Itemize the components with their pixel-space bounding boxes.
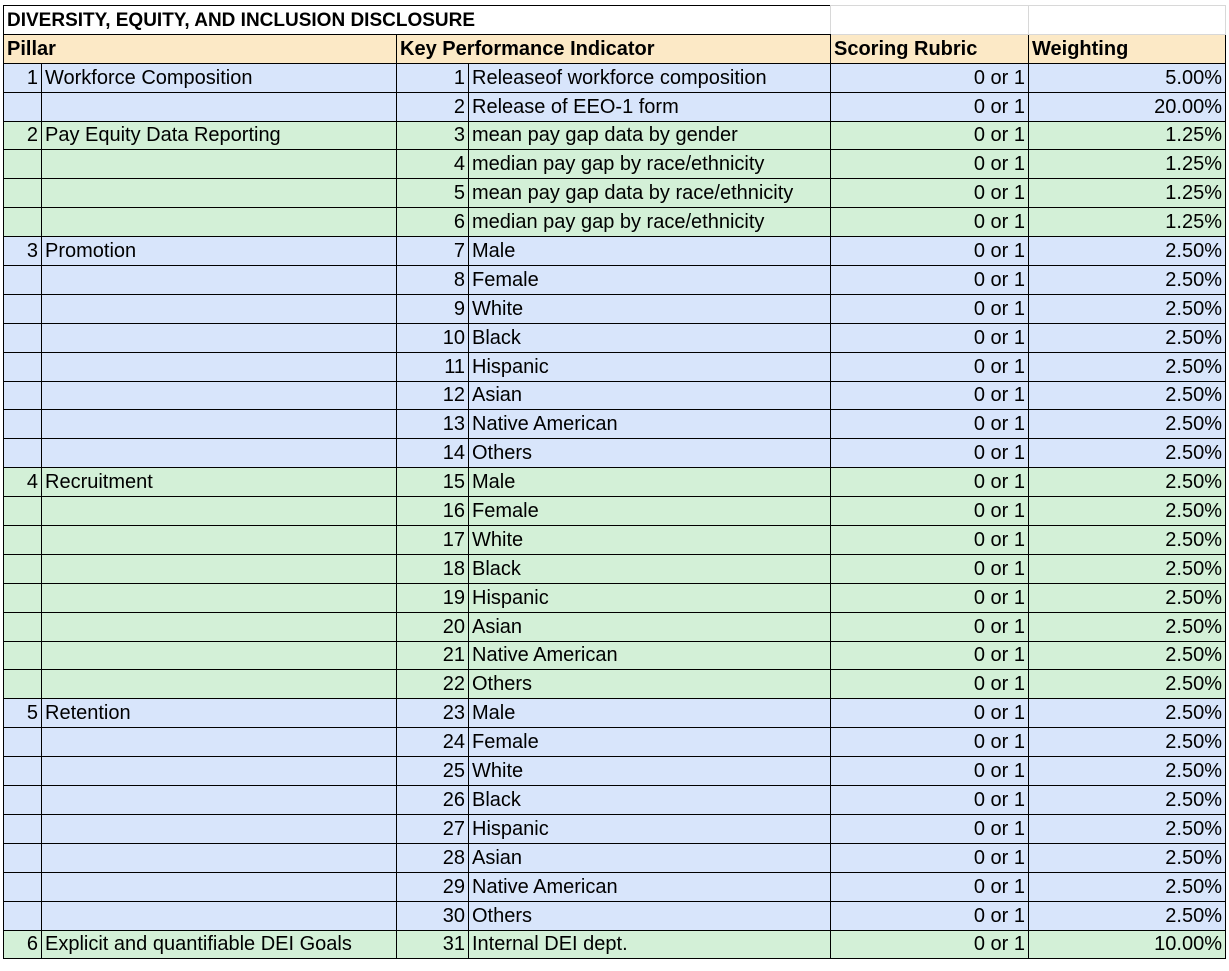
- weighting-cell[interactable]: 2.50%: [1029, 670, 1226, 699]
- kpi-name-cell[interactable]: mean pay gap data by race/ethnicity: [469, 179, 831, 208]
- table-row: [4, 468, 1226, 497]
- scoring-rubric-cell[interactable]: 0 or 1: [831, 554, 1029, 583]
- pillar-name-cell[interactable]: Workforce Composition: [42, 63, 397, 92]
- weighting-cell[interactable]: 2.50%: [1029, 786, 1226, 815]
- pillar-number-cell[interactable]: [4, 901, 42, 930]
- kpi-name-cell[interactable]: Releaseof workforce composition: [469, 63, 831, 92]
- weighting-cell[interactable]: 2.50%: [1029, 641, 1226, 670]
- weighting-cell[interactable]: 1.25%: [1029, 208, 1226, 237]
- kpi-number-cell[interactable]: 26: [397, 786, 469, 815]
- pillar-number-cell[interactable]: [4, 554, 42, 583]
- pillar-number-cell[interactable]: [4, 843, 42, 872]
- weighting-cell[interactable]: 2.50%: [1029, 410, 1226, 439]
- table-row: [4, 814, 1226, 843]
- kpi-name-cell[interactable]: Internal DEI dept.: [469, 930, 831, 959]
- kpi-name-cell[interactable]: Hispanic: [469, 352, 831, 381]
- pillar-name-cell[interactable]: [42, 670, 397, 699]
- weighting-cell[interactable]: 2.50%: [1029, 757, 1226, 786]
- pillar-name-cell[interactable]: Recruitment: [42, 468, 397, 497]
- table-row: [4, 670, 1226, 699]
- table-row: [4, 497, 1226, 526]
- kpi-name-cell[interactable]: Female: [469, 728, 831, 757]
- table-row: [4, 641, 1226, 670]
- kpi-number-cell[interactable]: 2: [397, 92, 469, 121]
- pillar-name-cell[interactable]: Explicit and quantifiable DEI Goals: [42, 930, 397, 959]
- weighting-cell[interactable]: 1.25%: [1029, 150, 1226, 179]
- weighting-cell[interactable]: 2.50%: [1029, 352, 1226, 381]
- weighting-cell[interactable]: 2.50%: [1029, 526, 1226, 555]
- weighting-cell[interactable]: 2.50%: [1029, 612, 1226, 641]
- kpi-name-cell[interactable]: Male: [469, 699, 831, 728]
- table-row: [4, 150, 1226, 179]
- pillar-number-cell[interactable]: [4, 670, 42, 699]
- kpi-name-cell[interactable]: Male: [469, 468, 831, 497]
- pillar-name-cell[interactable]: [42, 843, 397, 872]
- pillar-name-cell[interactable]: [42, 786, 397, 815]
- table-row: [4, 381, 1226, 410]
- weighting-cell[interactable]: 2.50%: [1029, 728, 1226, 757]
- table-row: [4, 786, 1226, 815]
- table-row: [4, 554, 1226, 583]
- pillar-number-cell[interactable]: [4, 410, 42, 439]
- kpi-name-cell[interactable]: Others: [469, 901, 831, 930]
- scoring-rubric-cell[interactable]: 0 or 1: [831, 266, 1029, 295]
- table-row: [4, 843, 1226, 872]
- scoring-rubric-cell[interactable]: 0 or 1: [831, 641, 1029, 670]
- pillar-name-cell[interactable]: [42, 814, 397, 843]
- weighting-cell[interactable]: 2.50%: [1029, 872, 1226, 901]
- pillar-number-cell[interactable]: [4, 439, 42, 468]
- pillar-name-cell[interactable]: [42, 872, 397, 901]
- header-pillar[interactable]: Pillar: [4, 34, 397, 63]
- pillar-name-cell[interactable]: [42, 554, 397, 583]
- kpi-name-cell[interactable]: Black: [469, 786, 831, 815]
- kpi-name-cell[interactable]: White: [469, 294, 831, 323]
- scoring-rubric-cell[interactable]: 0 or 1: [831, 121, 1029, 150]
- kpi-number-cell[interactable]: 8: [397, 266, 469, 295]
- kpi-number-cell[interactable]: 7: [397, 237, 469, 266]
- scoring-rubric-cell[interactable]: 0 or 1: [831, 901, 1029, 930]
- kpi-number-cell[interactable]: 6: [397, 208, 469, 237]
- kpi-number-cell[interactable]: 9: [397, 294, 469, 323]
- kpi-number-cell[interactable]: 21: [397, 641, 469, 670]
- kpi-name-cell[interactable]: Others: [469, 439, 831, 468]
- table-row: [4, 208, 1226, 237]
- weighting-cell[interactable]: 2.50%: [1029, 554, 1226, 583]
- pillar-number-cell[interactable]: 4: [4, 468, 42, 497]
- weighting-cell[interactable]: 2.50%: [1029, 814, 1226, 843]
- table-row: [4, 237, 1226, 266]
- table-row: [4, 699, 1226, 728]
- sheet-title[interactable]: DIVERSITY, EQUITY, AND INCLUSION DISCLOSURE: [4, 6, 831, 35]
- scoring-rubric-cell[interactable]: 0 or 1: [831, 583, 1029, 612]
- kpi-number-cell[interactable]: 22: [397, 670, 469, 699]
- table-row: [4, 92, 1226, 121]
- table-row: [4, 872, 1226, 901]
- scoring-rubric-cell[interactable]: 0 or 1: [831, 526, 1029, 555]
- weighting-cell[interactable]: 2.50%: [1029, 497, 1226, 526]
- scoring-rubric-cell[interactable]: 0 or 1: [831, 786, 1029, 815]
- kpi-number-cell[interactable]: 15: [397, 468, 469, 497]
- pillar-number-cell[interactable]: [4, 381, 42, 410]
- weighting-cell[interactable]: 2.50%: [1029, 266, 1226, 295]
- kpi-name-cell[interactable]: Hispanic: [469, 583, 831, 612]
- weighting-cell[interactable]: 1.25%: [1029, 179, 1226, 208]
- table-row: [4, 728, 1226, 757]
- scoring-rubric-cell[interactable]: 0 or 1: [831, 757, 1029, 786]
- scoring-rubric-cell[interactable]: 0 or 1: [831, 728, 1029, 757]
- kpi-name-cell[interactable]: Male: [469, 237, 831, 266]
- pillar-name-cell[interactable]: [42, 439, 397, 468]
- kpi-number-cell[interactable]: 10: [397, 323, 469, 352]
- kpi-number-cell[interactable]: 11: [397, 352, 469, 381]
- pillar-name-cell[interactable]: [42, 497, 397, 526]
- kpi-number-cell[interactable]: 27: [397, 814, 469, 843]
- scoring-rubric-cell[interactable]: 0 or 1: [831, 497, 1029, 526]
- pillar-number-cell[interactable]: 3: [4, 237, 42, 266]
- scoring-rubric-cell[interactable]: 0 or 1: [831, 323, 1029, 352]
- scoring-rubric-cell[interactable]: 0 or 1: [831, 63, 1029, 92]
- pillar-name-cell[interactable]: [42, 612, 397, 641]
- scoring-rubric-cell[interactable]: 0 or 1: [831, 670, 1029, 699]
- title-row: [4, 6, 1226, 35]
- pillar-number-cell[interactable]: 6: [4, 930, 42, 959]
- kpi-name-cell[interactable]: mean pay gap data by gender: [469, 121, 831, 150]
- table-row: [4, 439, 1226, 468]
- table-row: [4, 612, 1226, 641]
- kpi-number-cell[interactable]: 28: [397, 843, 469, 872]
- pillar-number-cell[interactable]: 1: [4, 63, 42, 92]
- table-row: [4, 583, 1226, 612]
- pillar-name-cell[interactable]: [42, 901, 397, 930]
- scoring-rubric-cell[interactable]: 0 or 1: [831, 381, 1029, 410]
- pillar-number-cell[interactable]: [4, 872, 42, 901]
- kpi-number-cell[interactable]: 19: [397, 583, 469, 612]
- kpi-name-cell[interactable]: Asian: [469, 381, 831, 410]
- pillar-name-cell[interactable]: [42, 150, 397, 179]
- pillar-number-cell[interactable]: [4, 583, 42, 612]
- pillar-number-cell[interactable]: [4, 179, 42, 208]
- kpi-name-cell[interactable]: Black: [469, 554, 831, 583]
- scoring-rubric-cell[interactable]: 0 or 1: [831, 930, 1029, 959]
- kpi-number-cell[interactable]: 24: [397, 728, 469, 757]
- weighting-cell[interactable]: 2.50%: [1029, 439, 1226, 468]
- scoring-rubric-cell[interactable]: 0 or 1: [831, 208, 1029, 237]
- pillar-name-cell[interactable]: [42, 352, 397, 381]
- scoring-rubric-cell[interactable]: 0 or 1: [831, 814, 1029, 843]
- kpi-number-cell[interactable]: 5: [397, 179, 469, 208]
- header-scoring-rubric[interactable]: Scoring Rubric: [831, 34, 1029, 63]
- kpi-number-cell[interactable]: 29: [397, 872, 469, 901]
- empty-cell[interactable]: [1029, 6, 1226, 35]
- pillar-name-cell[interactable]: [42, 92, 397, 121]
- header-row: [4, 34, 1226, 63]
- scoring-rubric-cell[interactable]: 0 or 1: [831, 179, 1029, 208]
- weighting-cell[interactable]: 2.50%: [1029, 843, 1226, 872]
- weighting-cell[interactable]: 20.00%: [1029, 92, 1226, 121]
- weighting-cell[interactable]: 2.50%: [1029, 583, 1226, 612]
- kpi-name-cell[interactable]: median pay gap by race/ethnicity: [469, 150, 831, 179]
- table-row: [4, 323, 1226, 352]
- kpi-number-cell[interactable]: 30: [397, 901, 469, 930]
- pillar-number-cell[interactable]: [4, 757, 42, 786]
- scoring-rubric-cell[interactable]: 0 or 1: [831, 468, 1029, 497]
- kpi-number-cell[interactable]: 14: [397, 439, 469, 468]
- empty-cell[interactable]: [831, 6, 1029, 35]
- scoring-rubric-cell[interactable]: 0 or 1: [831, 237, 1029, 266]
- pillar-number-cell[interactable]: [4, 497, 42, 526]
- scoring-rubric-cell[interactable]: 0 or 1: [831, 699, 1029, 728]
- weighting-cell[interactable]: 10.00%: [1029, 930, 1226, 959]
- weighting-cell[interactable]: 2.50%: [1029, 294, 1226, 323]
- pillar-number-cell[interactable]: [4, 786, 42, 815]
- kpi-number-cell[interactable]: 13: [397, 410, 469, 439]
- pillar-number-cell[interactable]: [4, 92, 42, 121]
- pillar-number-cell[interactable]: [4, 728, 42, 757]
- kpi-number-cell[interactable]: 18: [397, 554, 469, 583]
- pillar-name-cell[interactable]: [42, 410, 397, 439]
- weighting-cell[interactable]: 1.25%: [1029, 121, 1226, 150]
- scoring-rubric-cell[interactable]: 0 or 1: [831, 150, 1029, 179]
- pillar-name-cell[interactable]: [42, 757, 397, 786]
- kpi-name-cell[interactable]: Hispanic: [469, 814, 831, 843]
- kpi-name-cell[interactable]: Female: [469, 266, 831, 295]
- kpi-name-cell[interactable]: White: [469, 526, 831, 555]
- pillar-name-cell[interactable]: [42, 526, 397, 555]
- table-row: [4, 757, 1226, 786]
- kpi-number-cell[interactable]: 20: [397, 612, 469, 641]
- kpi-name-cell[interactable]: Release of EEO-1 form: [469, 92, 831, 121]
- table-row: [4, 294, 1226, 323]
- pillar-name-cell[interactable]: [42, 381, 397, 410]
- pillar-name-cell[interactable]: [42, 641, 397, 670]
- pillar-name-cell[interactable]: [42, 208, 397, 237]
- kpi-number-cell[interactable]: 16: [397, 497, 469, 526]
- kpi-name-cell[interactable]: Native American: [469, 641, 831, 670]
- pillar-number-cell[interactable]: [4, 294, 42, 323]
- header-kpi[interactable]: Key Performance Indicator: [397, 34, 831, 63]
- scoring-rubric-cell[interactable]: 0 or 1: [831, 843, 1029, 872]
- header-weighting[interactable]: Weighting: [1029, 34, 1226, 63]
- kpi-name-cell[interactable]: Others: [469, 670, 831, 699]
- pillar-name-cell[interactable]: Promotion: [42, 237, 397, 266]
- kpi-number-cell[interactable]: 4: [397, 150, 469, 179]
- pillar-number-cell[interactable]: [4, 641, 42, 670]
- scoring-rubric-cell[interactable]: 0 or 1: [831, 439, 1029, 468]
- table-row: [4, 526, 1226, 555]
- table-row: [4, 410, 1226, 439]
- kpi-name-cell[interactable]: White: [469, 757, 831, 786]
- kpi-number-cell[interactable]: 1: [397, 63, 469, 92]
- dei-disclosure-table: [3, 5, 1226, 959]
- kpi-number-cell[interactable]: 17: [397, 526, 469, 555]
- pillar-number-cell[interactable]: 2: [4, 121, 42, 150]
- pillar-number-cell[interactable]: [4, 323, 42, 352]
- table-row: [4, 901, 1226, 930]
- pillar-name-cell[interactable]: [42, 728, 397, 757]
- weighting-cell[interactable]: 5.00%: [1029, 63, 1226, 92]
- scoring-rubric-cell[interactable]: 0 or 1: [831, 92, 1029, 121]
- table-row: [4, 179, 1226, 208]
- scoring-rubric-cell[interactable]: 0 or 1: [831, 410, 1029, 439]
- pillar-name-cell[interactable]: Pay Equity Data Reporting: [42, 121, 397, 150]
- scoring-rubric-cell[interactable]: 0 or 1: [831, 872, 1029, 901]
- kpi-number-cell[interactable]: 31: [397, 930, 469, 959]
- kpi-number-cell[interactable]: 23: [397, 699, 469, 728]
- pillar-number-cell[interactable]: [4, 814, 42, 843]
- kpi-number-cell[interactable]: 12: [397, 381, 469, 410]
- pillar-name-cell[interactable]: [42, 323, 397, 352]
- pillar-number-cell[interactable]: [4, 352, 42, 381]
- table-row: [4, 266, 1226, 295]
- kpi-name-cell[interactable]: Black: [469, 323, 831, 352]
- pillar-number-cell[interactable]: [4, 208, 42, 237]
- pillar-name-cell[interactable]: [42, 179, 397, 208]
- weighting-cell[interactable]: 2.50%: [1029, 468, 1226, 497]
- kpi-name-cell[interactable]: Native American: [469, 872, 831, 901]
- table-row: [4, 930, 1226, 959]
- kpi-name-cell[interactable]: Asian: [469, 612, 831, 641]
- table-row: [4, 121, 1226, 150]
- pillar-number-cell[interactable]: [4, 612, 42, 641]
- table-row: [4, 63, 1226, 92]
- weighting-cell[interactable]: 2.50%: [1029, 699, 1226, 728]
- kpi-number-cell[interactable]: 3: [397, 121, 469, 150]
- kpi-name-cell[interactable]: Asian: [469, 843, 831, 872]
- pillar-name-cell[interactable]: [42, 583, 397, 612]
- table-row: [4, 352, 1226, 381]
- pillar-name-cell[interactable]: Retention: [42, 699, 397, 728]
- pillar-name-cell[interactable]: [42, 266, 397, 295]
- kpi-name-cell[interactable]: Native American: [469, 410, 831, 439]
- scoring-rubric-cell[interactable]: 0 or 1: [831, 294, 1029, 323]
- kpi-name-cell[interactable]: Female: [469, 497, 831, 526]
- pillar-number-cell[interactable]: [4, 266, 42, 295]
- scoring-rubric-cell[interactable]: 0 or 1: [831, 612, 1029, 641]
- pillar-name-cell[interactable]: [42, 294, 397, 323]
- pillar-number-cell[interactable]: [4, 150, 42, 179]
- pillar-number-cell[interactable]: 5: [4, 699, 42, 728]
- weighting-cell[interactable]: 2.50%: [1029, 901, 1226, 930]
- kpi-number-cell[interactable]: 25: [397, 757, 469, 786]
- scoring-rubric-cell[interactable]: 0 or 1: [831, 352, 1029, 381]
- pillar-number-cell[interactable]: [4, 526, 42, 555]
- kpi-name-cell[interactable]: median pay gap by race/ethnicity: [469, 208, 831, 237]
- weighting-cell[interactable]: 2.50%: [1029, 237, 1226, 266]
- weighting-cell[interactable]: 2.50%: [1029, 381, 1226, 410]
- weighting-cell[interactable]: 2.50%: [1029, 323, 1226, 352]
